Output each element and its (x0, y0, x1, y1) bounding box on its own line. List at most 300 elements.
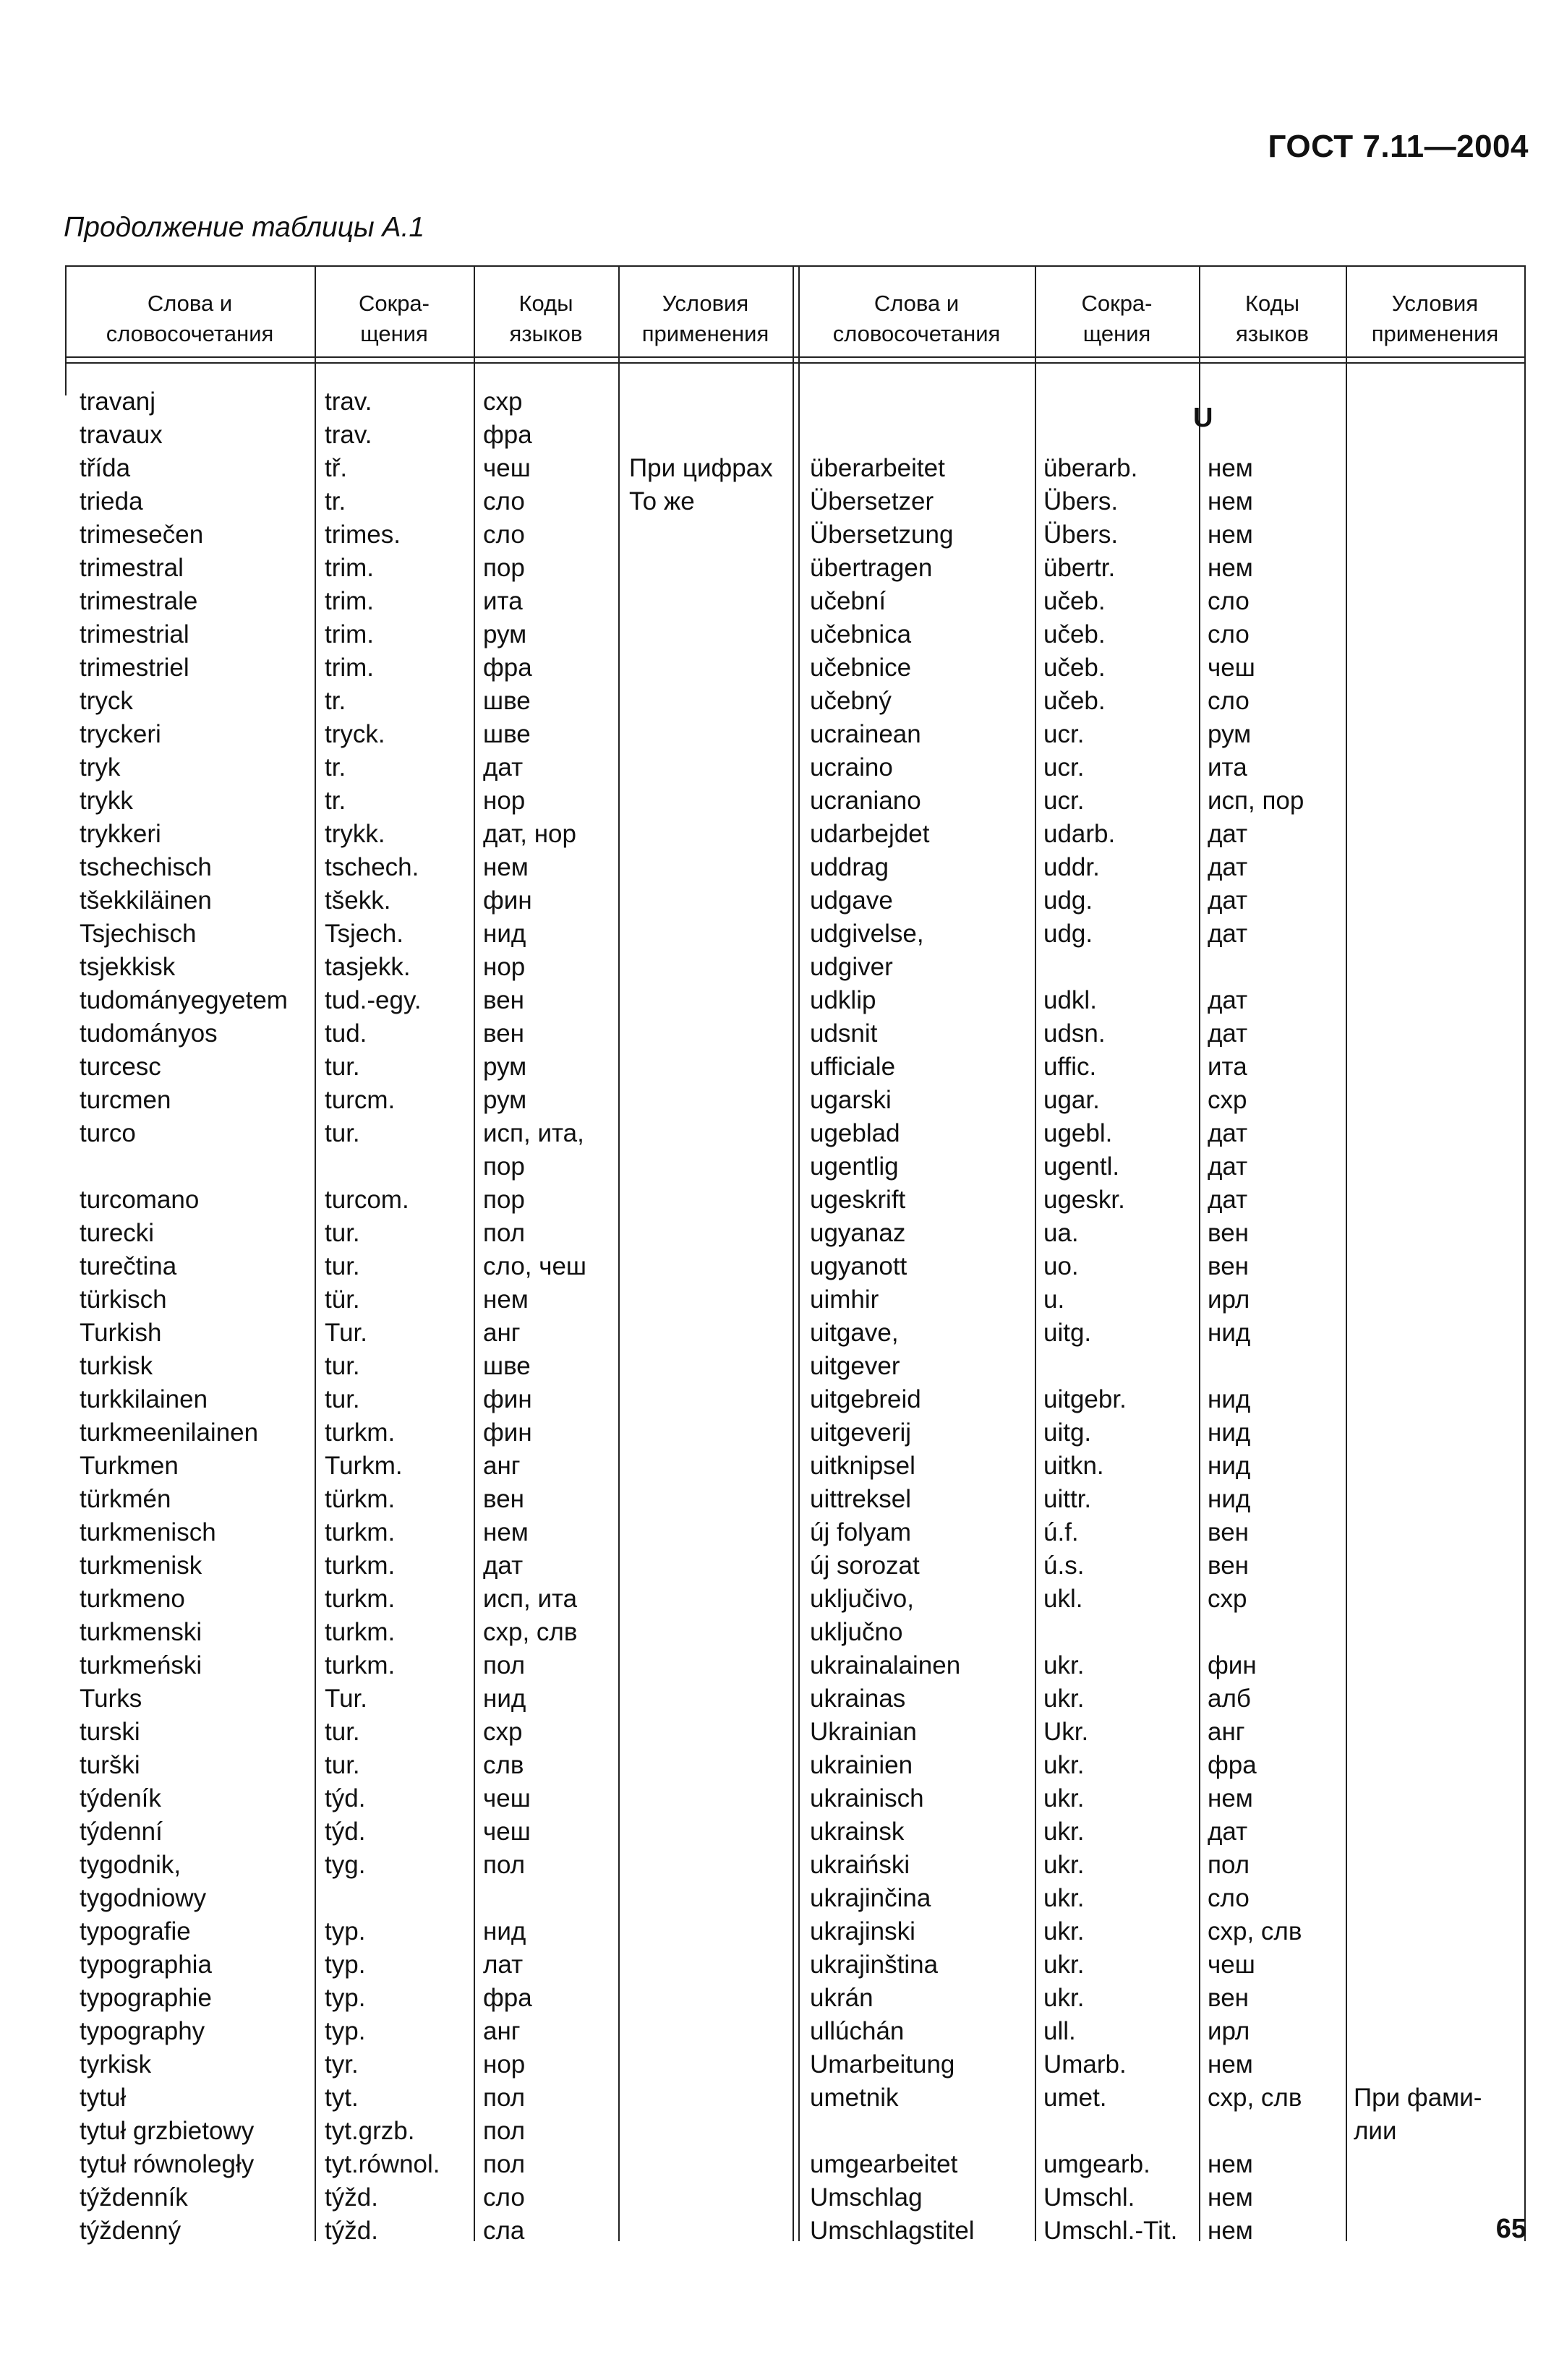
cell-abbrev-right: ull. (1043, 2017, 1076, 2045)
cell-code-left: нор (483, 2050, 526, 2079)
cell-word-right: uimhir (810, 1285, 879, 1314)
cell-word-right: umgearbeitet (810, 2150, 958, 2178)
table-row (65, 751, 1526, 784)
cell-abbrev-right: ukr. (1043, 1984, 1085, 2012)
cell-abbrev-right: ua. (1043, 1219, 1079, 1247)
cell-word-right: Übersetzer (810, 487, 934, 515)
cell-word-right: učebný (810, 687, 892, 715)
cell-abbrev-left: turkm. (325, 1618, 396, 1646)
cell-code-left: пол (483, 2150, 526, 2178)
cell-word-left: tryck (80, 687, 133, 715)
table-row (65, 1050, 1526, 1084)
cell-word-left: turkmeenilainen (80, 1418, 259, 1447)
cell-word-left: Tsjechisch (80, 920, 197, 948)
cell-word-right: udsnit (810, 1019, 878, 1048)
table-row (65, 1682, 1526, 1716)
cell-condition-right: При фами- (1354, 2084, 1482, 2112)
table-row (65, 1516, 1526, 1549)
cell-code-left: чеш (483, 454, 531, 482)
cell-word-left: týdenní (80, 1818, 163, 1846)
cell-abbrev-left: typ. (325, 1917, 366, 1945)
cell-word-left: tryk (80, 753, 121, 782)
cell-abbrev-left: turkm. (325, 1585, 396, 1613)
table-row (65, 1217, 1526, 1250)
cell-word-left: türkisch (80, 1285, 167, 1314)
cell-abbrev-right: učeb. (1043, 687, 1106, 715)
table-row (65, 984, 1526, 1017)
cell-abbrev-left: tyt. (325, 2084, 359, 2112)
cell-word-right: ukrainas (810, 1685, 906, 1713)
cell-abbrev-right: Umschl.-Tit. (1043, 2217, 1178, 2245)
table-row (65, 1982, 1526, 2015)
table-row (65, 851, 1526, 884)
cell-code-right: дат (1208, 1186, 1248, 1214)
table-row (65, 2115, 1526, 2148)
cell-abbrev-left: tur. (325, 1252, 360, 1280)
cell-code-left: фра (483, 421, 532, 449)
cell-word-left: tyrkisk (80, 2050, 152, 2079)
cell-abbrev-left: trim. (325, 620, 375, 648)
cell-word-left: trieda (80, 487, 143, 515)
cell-code-right: нем (1208, 2183, 1253, 2212)
cell-code-left: шве (483, 687, 531, 715)
cell-abbrev-left: tr. (325, 687, 346, 715)
cell-code-left: вен (483, 986, 524, 1014)
cell-word-left: turkisk (80, 1352, 153, 1380)
cell-word-right: ukrajinština (810, 1951, 939, 1979)
cell-code-left: пол (483, 2117, 526, 2145)
table-row (65, 1017, 1526, 1050)
cell-word-right: ufficiale (810, 1053, 896, 1081)
cell-word-right: učebnice (810, 654, 912, 682)
cell-word-left: trimestral (80, 554, 184, 582)
cell-abbrev-right: ú.s. (1043, 1551, 1085, 1580)
cell-code-left: исп, ита, (483, 1119, 584, 1147)
table-row (65, 1583, 1526, 1616)
cell-abbrev-right: ucr. (1043, 720, 1085, 748)
cell-word-left: typography (80, 2017, 205, 2045)
cell-code-right: сло (1208, 687, 1250, 715)
cell-word-left: tytuł (80, 2084, 127, 2112)
cell-word-right: új folyam (810, 1518, 912, 1546)
cell-word-right: udarbejdet (810, 820, 930, 848)
header-bottom-rule-double (65, 362, 1526, 364)
cell-word-left: tšekkiläinen (80, 886, 212, 915)
cell-code-right: сло (1208, 587, 1250, 615)
table-row (65, 485, 1526, 518)
cell-abbrev-left: turkm. (325, 1551, 396, 1580)
cell-code-left: пол (483, 1219, 526, 1247)
cell-word-left: tytuł równoległy (80, 2150, 255, 2178)
cell-abbrev-left: trimes. (325, 521, 401, 549)
cell-word-left: travanj (80, 388, 156, 416)
cell-word-left: týdeník (80, 1784, 161, 1812)
cell-code-left: нид (483, 920, 526, 948)
table-row (65, 2181, 1526, 2214)
cell-abbrev-left: typ. (325, 2017, 366, 2045)
cell-code-left: чеш (483, 1784, 531, 1812)
cell-abbrev-right: uittr. (1043, 1485, 1092, 1513)
table-row (65, 1150, 1526, 1183)
cell-code-right: вен (1208, 1252, 1249, 1280)
table-row (65, 1317, 1526, 1350)
cell-word-right: ukrajinčina (810, 1884, 931, 1912)
cell-code-right: нем (1208, 554, 1253, 582)
cell-code-left: анг (483, 2017, 521, 2045)
cell-abbrev-left: tschech. (325, 853, 419, 881)
cell-word-right: ukraiński (810, 1851, 910, 1879)
cell-abbrev-right: uo. (1043, 1252, 1079, 1280)
cell-code-right: нем (1208, 2217, 1253, 2245)
cell-code-left: нор (483, 953, 526, 981)
cell-abbrev-left: turcm. (325, 1086, 396, 1114)
cell-code-left: нем (483, 1518, 529, 1546)
cell-code-left: нем (483, 853, 529, 881)
cell-abbrev-left: Turkm. (325, 1452, 403, 1480)
cell-abbrev-left: typ. (325, 1951, 366, 1979)
cell-abbrev-left: tr. (325, 487, 346, 515)
cell-word-left: tudományegyetem (80, 986, 288, 1014)
cell-word-right: ugyanaz (810, 1219, 906, 1247)
cell-word-left: turco (80, 1119, 136, 1147)
cell-word-right: übertragen (810, 554, 933, 582)
cell-code-left: фра (483, 654, 532, 682)
cell-condition-right: лии (1354, 2117, 1397, 2145)
cell-abbrev-left: typ. (325, 1984, 366, 2012)
cell-abbrev-right: ukr. (1043, 1685, 1085, 1713)
table-row (65, 1815, 1526, 1849)
cell-code-right: вен (1208, 1518, 1249, 1546)
cell-code-left: ита (483, 587, 523, 615)
cell-code-right: дат (1208, 1119, 1248, 1147)
cell-word-right: udgivelse, (810, 920, 924, 948)
table-row (65, 585, 1526, 618)
table-row (65, 1649, 1526, 1682)
cell-abbrev-right: übertr. (1043, 554, 1116, 582)
cell-word-left: Turkmen (80, 1452, 179, 1480)
cell-word-left: turcomano (80, 1186, 200, 1214)
cell-code-right: схр, слв (1208, 1917, 1302, 1945)
cell-word-left: travaux (80, 421, 163, 449)
abbreviations-table (65, 265, 1526, 2245)
cell-code-right: дат (1208, 1019, 1248, 1048)
table-row (65, 1250, 1526, 1283)
cell-word-right: ukrán (810, 1984, 874, 2012)
cell-abbrev-right: umet. (1043, 2084, 1107, 2112)
cell-word-right: uitgebreid (810, 1385, 921, 1413)
cell-code-right: ирл (1208, 1285, 1250, 1314)
cell-code-right: нем (1208, 487, 1253, 515)
cell-word-right: uitgave, (810, 1319, 899, 1347)
cell-code-left: пол (483, 1851, 526, 1879)
cell-abbrev-left: Tur. (325, 1319, 367, 1347)
cell-abbrev-left: tšekk. (325, 886, 391, 915)
cell-word-right: ugeskrift (810, 1186, 906, 1214)
table-row (65, 1948, 1526, 1982)
cell-word-left: týždenný (80, 2217, 181, 2245)
cell-abbrev-left: tyg. (325, 1851, 366, 1879)
cell-word-right: uitknipsel (810, 1452, 915, 1480)
cell-word-left: turkkilainen (80, 1385, 208, 1413)
cell-code-right: вен (1208, 1984, 1249, 2012)
cell-word-left: türkmén (80, 1485, 171, 1513)
cell-abbrev-right: učeb. (1043, 587, 1106, 615)
cell-abbrev-right: ucr. (1043, 787, 1085, 815)
cell-abbrev-left: tr. (325, 753, 346, 782)
cell-abbrev-right: ukr. (1043, 1751, 1085, 1779)
cell-code-right: нид (1208, 1452, 1251, 1480)
cell-abbrev-left: tyr. (325, 2050, 359, 2079)
cell-abbrev-right: ugar. (1043, 1086, 1100, 1114)
cell-code-right: сло (1208, 1884, 1250, 1912)
header-conditions-left: Условия применения (641, 291, 769, 346)
cell-word-right: ukrainien (810, 1751, 913, 1779)
cell-code-left: пол (483, 1651, 526, 1679)
cell-code-left: вен (483, 1019, 524, 1048)
cell-abbrev-left: turcom. (325, 1186, 409, 1214)
cell-abbrev-right: uffic. (1043, 1053, 1097, 1081)
cell-code-right: фра (1208, 1751, 1257, 1779)
cell-abbrev-right: ukr. (1043, 1884, 1085, 1912)
table-row (65, 518, 1526, 552)
table-row (65, 2214, 1526, 2248)
cell-code-left: сло, чеш (483, 1252, 587, 1280)
cell-word-left: trykkeri (80, 820, 161, 848)
cell-word-left: typographie (80, 1984, 212, 2012)
cell-word-right: ukrainalainen (810, 1651, 961, 1679)
table-body (65, 385, 1526, 2248)
cell-word-left: tsjekkisk (80, 953, 176, 981)
cell-code-right: схр, слв (1208, 2084, 1302, 2112)
table-row (65, 618, 1526, 651)
cell-abbrev-left: turkm. (325, 1418, 396, 1447)
cell-abbrev-left: tř. (325, 454, 348, 482)
cell-word-left: turkmenski (80, 1618, 202, 1646)
header-codes-right: Коды языков (1236, 291, 1309, 346)
cell-abbrev-right: ukr. (1043, 1951, 1085, 1979)
cell-word-left: tschechisch (80, 853, 212, 881)
cell-code-right: нем (1208, 454, 1253, 482)
cell-code-right: нем (1208, 2050, 1253, 2079)
standard-number: ГОСТ 7.11—2004 (1268, 129, 1529, 164)
cell-abbrev-left: tur. (325, 1385, 360, 1413)
table-row (65, 2081, 1526, 2115)
cell-code-right: исп, пор (1208, 787, 1304, 815)
cell-condition-left: При цифрах (629, 454, 773, 482)
cell-abbrev-left: tud.-egy. (325, 986, 422, 1014)
header-codes-left: Коды языков (509, 291, 583, 346)
cell-code-left: схр (483, 1718, 523, 1746)
cell-word-right: Umschlagstitel (810, 2217, 975, 2245)
cell-code-left: фра (483, 1984, 532, 2012)
table-row (65, 1549, 1526, 1583)
cell-abbrev-left: týd. (325, 1818, 366, 1846)
cell-code-left: рум (483, 1086, 527, 1114)
table-row (65, 951, 1526, 984)
cell-word-right: ugentlig (810, 1152, 899, 1181)
cell-abbrev-right: udg. (1043, 920, 1093, 948)
cell-code-right: чеш (1208, 654, 1255, 682)
cell-word-left: typographia (80, 1951, 212, 1979)
table-row (65, 1416, 1526, 1450)
cell-code-left: пор (483, 1152, 525, 1181)
cell-code-left: фин (483, 1418, 532, 1447)
cell-abbrev-right: učeb. (1043, 620, 1106, 648)
cell-abbrev-left: tasjekk. (325, 953, 411, 981)
cell-word-right: udgave (810, 886, 893, 915)
cell-code-right: сло (1208, 620, 1250, 648)
cell-code-left: пол (483, 2084, 526, 2112)
cell-abbrev-left: tur. (325, 1053, 360, 1081)
cell-code-right: нид (1208, 1418, 1251, 1447)
cell-abbrev-right: ukr. (1043, 1917, 1085, 1945)
cell-code-right: ита (1208, 1053, 1247, 1081)
table-row (65, 419, 1526, 452)
header-conditions-right: Условия применения (1371, 291, 1499, 346)
header-words-left: Слова и словосочетания (106, 291, 274, 346)
cell-code-left: сла (483, 2217, 525, 2245)
cell-code-left: слв (483, 1751, 524, 1779)
cell-abbrev-left: trav. (325, 421, 372, 449)
table-row (65, 818, 1526, 851)
cell-word-right: učebnica (810, 620, 912, 648)
cell-word-left: trykk (80, 787, 133, 815)
cell-word-left: turcmen (80, 1086, 171, 1114)
cell-word-left: Turks (80, 1685, 142, 1713)
cell-word-left: tudományos (80, 1019, 218, 1048)
cell-code-right: нид (1208, 1385, 1251, 1413)
cell-code-right: нем (1208, 521, 1253, 549)
cell-code-left: рум (483, 1053, 527, 1081)
cell-word-right: ukrajinski (810, 1917, 915, 1945)
table-row (65, 1350, 1526, 1383)
cell-code-left: фин (483, 886, 532, 915)
cell-code-left: рум (483, 620, 527, 648)
cell-code-right: рум (1208, 720, 1252, 748)
cell-abbrev-left: tyt.równol. (325, 2150, 440, 2178)
cell-word-left: tryckeri (80, 720, 161, 748)
table-row (65, 2148, 1526, 2181)
cell-word-left: třída (80, 454, 131, 482)
table-row (65, 917, 1526, 951)
cell-code-left: шве (483, 720, 531, 748)
table-row (65, 2015, 1526, 2048)
cell-abbrev-left: trim. (325, 554, 375, 582)
table-row (65, 1117, 1526, 1150)
cell-abbrev-left: turkm. (325, 1518, 396, 1546)
cell-code-right: вен (1208, 1551, 1249, 1580)
table-row (65, 1483, 1526, 1516)
cell-code-right: вен (1208, 1219, 1249, 1247)
cell-abbrev-right: ukr. (1043, 1784, 1085, 1812)
cell-abbrev-left: týd. (325, 1784, 366, 1812)
table-row (65, 552, 1526, 585)
cell-code-right: нид (1208, 1485, 1251, 1513)
cell-word-right: ucraino (810, 753, 893, 782)
cell-code-left: фин (483, 1385, 532, 1413)
table-row (65, 1283, 1526, 1317)
cell-abbrev-right: Ukr. (1043, 1718, 1089, 1746)
cell-code-right: чеш (1208, 1951, 1255, 1979)
cell-code-left: лат (483, 1951, 524, 1979)
cell-word-left: turkmenisch (80, 1518, 216, 1546)
cell-code-left: анг (483, 1452, 521, 1480)
cell-word-left: turcesc (80, 1053, 161, 1081)
table-row (65, 1749, 1526, 1782)
cell-abbrev-right: udg. (1043, 886, 1093, 915)
table-row (65, 1084, 1526, 1117)
cell-abbrev-left: týžd. (325, 2217, 378, 2245)
table-row (65, 1782, 1526, 1815)
table-row (65, 385, 1526, 419)
cell-code-right: дат (1208, 920, 1248, 948)
cell-code-left: пор (483, 1186, 525, 1214)
cell-abbrev-right: Umarb. (1043, 2050, 1127, 2079)
cell-word-left: trimestrale (80, 587, 198, 615)
cell-word-right: überarbeitet (810, 454, 945, 482)
cell-word-right: ugeblad (810, 1119, 900, 1147)
cell-abbrev-right: uitg. (1043, 1418, 1092, 1447)
cell-code-right: анг (1208, 1718, 1245, 1746)
cell-abbrev-right: ú.f. (1043, 1518, 1079, 1546)
cell-code-left: анг (483, 1319, 521, 1347)
cell-abbrev-left: trim. (325, 654, 375, 682)
cell-abbrev-left: tur. (325, 1718, 360, 1746)
cell-abbrev-right: ugentl. (1043, 1152, 1120, 1181)
section-letter: U (1193, 403, 1213, 433)
cell-abbrev-left: tur. (325, 1219, 360, 1247)
cell-code-left: схр (483, 388, 523, 416)
header-bottom-rule (65, 356, 1526, 358)
table-caption: Продолжение таблицы А.1 (64, 212, 425, 243)
cell-abbrev-right: uitg. (1043, 1319, 1092, 1347)
cell-abbrev-left: Tur. (325, 1685, 367, 1713)
cell-abbrev-right: ugeskr. (1043, 1186, 1125, 1214)
cell-code-right: дат (1208, 886, 1248, 915)
cell-code-right: нид (1208, 1319, 1251, 1347)
cell-abbrev-left: trav. (325, 388, 372, 416)
cell-word-right: ugarski (810, 1086, 892, 1114)
cell-word-left: turski (80, 1718, 140, 1746)
cell-abbrev-left: tr. (325, 787, 346, 815)
cell-abbrev-right: udkl. (1043, 986, 1097, 1014)
cell-code-right: дат (1208, 1152, 1248, 1181)
table-row (65, 685, 1526, 718)
cell-word-right: uitgever (810, 1352, 900, 1380)
cell-code-right: фин (1208, 1651, 1257, 1679)
cell-abbrev-right: ucr. (1043, 753, 1085, 782)
table-row (65, 718, 1526, 751)
cell-code-right: дат (1208, 986, 1248, 1014)
header-abbrev-left: Сокра- щения (359, 291, 430, 346)
table-row (65, 2048, 1526, 2081)
cell-code-left: шве (483, 1352, 531, 1380)
table-row (65, 1450, 1526, 1483)
cell-abbrev-left: tur. (325, 1352, 360, 1380)
cell-abbrev-right: ukr. (1043, 1818, 1085, 1846)
cell-code-right: дат (1208, 1818, 1248, 1846)
cell-word-right: uitgeverij (810, 1418, 912, 1447)
page-number: 65 (1495, 2214, 1526, 2244)
cell-abbrev-left: türkm. (325, 1485, 396, 1513)
table-row (65, 452, 1526, 485)
cell-code-left: нид (483, 1917, 526, 1945)
cell-word-right: umetnik (810, 2084, 899, 2112)
cell-word-left: typografie (80, 1917, 191, 1945)
cell-word-right: ukrainsk (810, 1818, 905, 1846)
cell-word-left: trimestrial (80, 620, 189, 648)
table-top-rule (65, 265, 1526, 267)
